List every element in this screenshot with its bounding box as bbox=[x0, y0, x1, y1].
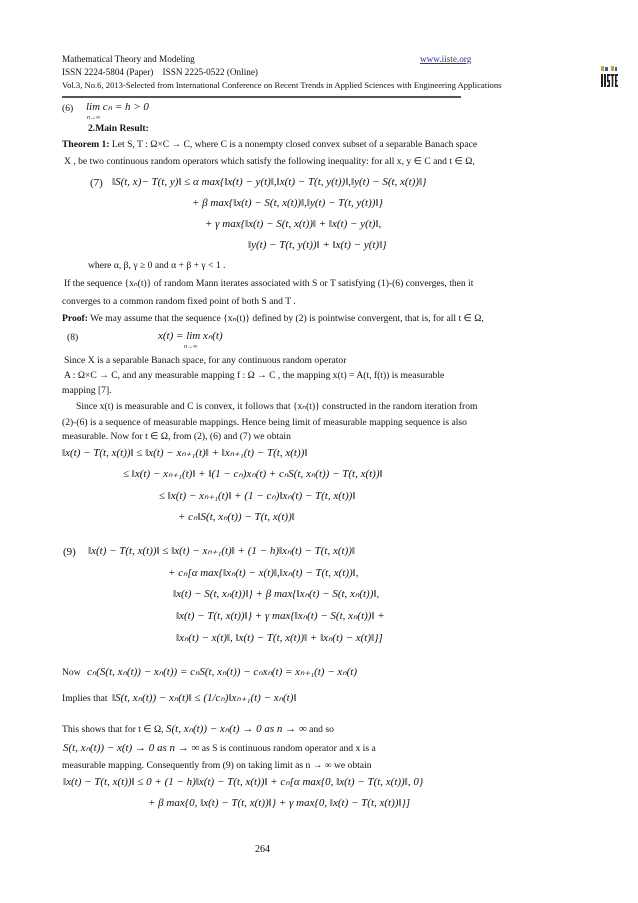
eq9-label: (9) bbox=[63, 546, 76, 558]
eq8-limit-sub: n→∞ bbox=[184, 344, 198, 350]
eq9-line: ‖xₙ(t) − x(t)‖, ‖x(t) − T(t, x(t))‖ + ‖xₙ(t) − x(t)‖}] bbox=[176, 632, 383, 644]
paragraph-line: (2)-(6) is a sequence of measurable mappings. Hence being limit of measurable mapping sequence is also bbox=[62, 417, 467, 428]
ineq-line: + cₙ‖S(t, xₙ(t)) − T(t, x(t))‖ bbox=[178, 511, 295, 523]
final-line: + β max{0, ‖x(t) − T(t, x(t))‖} + γ max{0, ‖x(t) − T(t, x(t))‖}] bbox=[148, 797, 411, 809]
shows-equation: S(t, xₙ(t)) − xₙ(t) → 0 as n → ∞ bbox=[165, 723, 307, 735]
eq8-label: (8) bbox=[67, 332, 79, 343]
eq7-line2: + β max{‖x(t) − S(t, x(t))‖,‖y(t) − T(t, y(t))‖} bbox=[192, 197, 383, 209]
journal-url-link[interactable]: www.iiste.org bbox=[420, 54, 472, 64]
proof-label: Proof: bbox=[62, 313, 88, 324]
page-number: 264 bbox=[255, 844, 270, 855]
shows-line bbox=[62, 724, 334, 735]
eq8: x(t) = lim xₙ(t) bbox=[158, 330, 223, 342]
paragraph-line: measurable. Now for t ∈ Ω, from (2), (6) and (7) we obtain bbox=[62, 431, 291, 442]
ineq-line: ≤ ‖x(t) − xₙ₊₁(t)‖ + (1 − cₙ)‖xₙ(t) − T(t, x(t))‖ bbox=[159, 490, 356, 502]
now-label: Now bbox=[62, 667, 81, 678]
shows-text: This shows that for t ∈ Ω, bbox=[62, 724, 166, 735]
paragraph-line: Since X is a separable Banach space, for any continuous random operator bbox=[64, 355, 347, 366]
header-rule bbox=[62, 96, 461, 98]
s-tail: as S is continuous random operator and x is a bbox=[199, 743, 376, 754]
s-equation: S(t, xₙ(t)) − x(t) → 0 as n → ∞ bbox=[63, 742, 200, 754]
journal-name: Mathematical Theory and Modeling bbox=[62, 54, 195, 64]
s-line bbox=[63, 743, 376, 754]
where-condition: where α, β, γ ≥ 0 and α + β + γ < 1 . bbox=[88, 260, 226, 271]
eq7-line3: + γ max{‖x(t) − S(t, x(t))‖ + ‖x(t) − y(t)‖, bbox=[205, 218, 382, 230]
eq6-label: (6) bbox=[62, 103, 74, 114]
paragraph-line: A : Ω×C → C, and any measurable mapping f : Ω → C , the mapping x(t) = A(t, f(t)) is measurable bbox=[64, 370, 445, 381]
ineq-line: ‖x(t) − T(t, x(t))‖ ≤ ‖x(t) − xₙ₊₁(t)‖ + ‖xₙ₊₁(t) − T(t, x(t))‖ bbox=[62, 447, 308, 459]
eq9-line: + cₙ[α max{‖xₙ(t) − x(t)‖,‖xₙ(t) − T(t, x(t))‖, bbox=[168, 567, 359, 579]
section-title: 2.Main Result: bbox=[88, 123, 149, 134]
implies-equation: ‖S(t, xₙ(t)) − xₙ(t)‖ ≤ (1/cₙ)‖xₙ₊₁(t) − xₙ(t)‖ bbox=[112, 692, 297, 704]
ineq-line: ≤ ‖x(t) − xₙ₊₁(t)‖ + ‖(1 − cₙ)xₙ(t) + cₙS(t, xₙ(t)) − T(t, x(t))‖ bbox=[123, 468, 383, 480]
eq7-label: (7) bbox=[90, 177, 103, 189]
eq9-line: ‖x(t) − T(t, x(t))‖} + γ max{‖xₙ(t) − S(t, xₙ(t))‖ + bbox=[176, 610, 385, 622]
eq7-line1: ‖S(t, x)− T(t, y)‖ ≤ α max{‖x(t) − y(t)‖,‖x(t) − T(t, y(t))‖,‖y(t) − S(t, x(t))‖} bbox=[112, 176, 427, 188]
eq6: lim cₙ = h > 0 bbox=[86, 101, 149, 113]
theorem-text: Let S, T : Ω×C → C, where C is a nonempty closed convex subset of a separable Banach space bbox=[109, 139, 478, 150]
now-equation: cₙ(S(t, xₙ(t)) − xₙ(t)) = cₙS(t, xₙ(t)) − cₙxₙ(t) = xₙ₊₁(t) − xₙ(t) bbox=[87, 666, 358, 678]
theorem-line2: X , be two continuous random operators which satisfy the following inequality: for all x, y ∈ C and t ∈ Ω, bbox=[64, 156, 475, 167]
eq7-line4: ‖y(t) − T(t, y(t))‖ + ‖x(t) − y(t)‖} bbox=[248, 239, 387, 251]
theorem-label: Theorem 1: bbox=[62, 139, 110, 150]
if-sequence-text: If the sequence {xₙ(t)} of random Mann iterates associated with S or T satisfying (1)-(6) converges, then it bbox=[64, 278, 474, 289]
eq6-limit-sub: n→∞ bbox=[87, 115, 101, 121]
issn: ISSN 2224-5804 (Paper) ISSN 2225-0522 (Online) bbox=[62, 67, 258, 77]
volume-info: Vol.3, No.6, 2013-Selected from International Conference on Recent Trends in Applied Sciences with Engineering Applications bbox=[62, 80, 502, 90]
final-line: ‖x(t) − T(t, x(t))‖ ≤ 0 + (1 − h)‖x(t) − T(t, x(t))‖ + cₙ[α max{0, ‖x(t) − T(t, x(t))‖, 0} bbox=[63, 776, 424, 788]
eq9-line: ‖x(t) − T(t, x(t))‖ ≤ ‖x(t) − xₙ₊₁(t)‖ + (1 − h)‖xₙ(t) − T(t, x(t))‖ bbox=[88, 545, 355, 557]
theorem-line1 bbox=[62, 140, 477, 150]
paragraph-line: mapping [7]. bbox=[62, 385, 112, 396]
shows-tail: and so bbox=[306, 724, 334, 735]
implies-label: Implies that bbox=[62, 693, 108, 704]
iiste-logo bbox=[600, 66, 618, 88]
converges-text: converges to a common random fixed point of both S and T . bbox=[62, 296, 296, 307]
paragraph-line: Since x(t) is measurable and C is convex, it follows that {xₙ(t)} constructed in the random iteration from bbox=[76, 401, 478, 412]
consequently-text: measurable mapping. Consequently from (9) on taking limit as n → ∞ we obtain bbox=[62, 760, 372, 771]
proof-text: We may assume that the sequence {xₙ(t)} defined by (2) is pointwise convergent, that is, for all t ∈ Ω, bbox=[87, 313, 484, 324]
proof-line bbox=[62, 314, 484, 324]
eq9-line: ‖x(t) − S(t, xₙ(t))‖} + β max{‖xₙ(t) − S(t, xₙ(t))‖, bbox=[173, 588, 380, 600]
